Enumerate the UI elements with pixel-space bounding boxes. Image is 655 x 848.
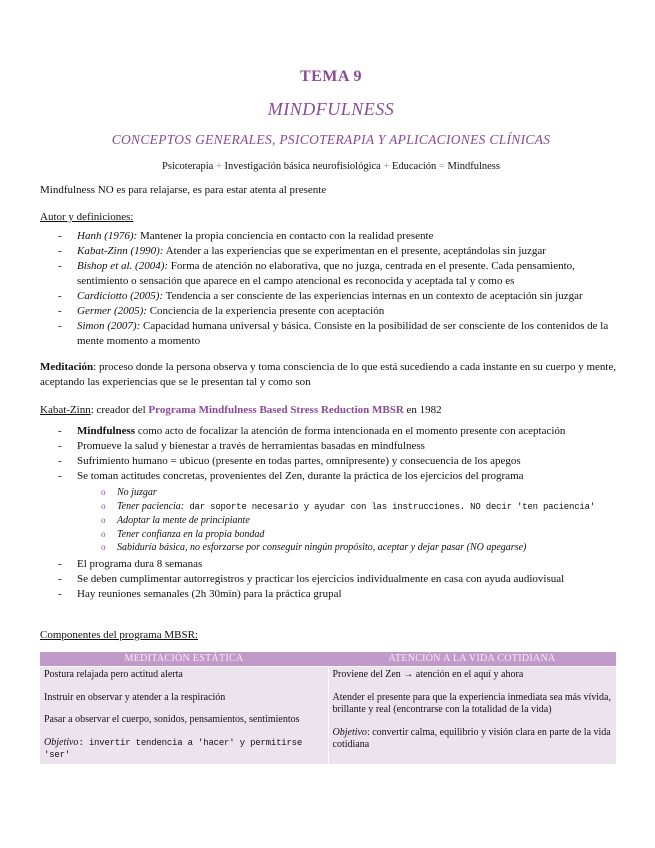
list-item bbox=[77, 229, 622, 244]
program-name: Programa Mindfulness Based Stress Reduction MBSR bbox=[148, 404, 404, 416]
objective-text: : invertir tendencia a 'hacer' y permitirse 'ser' bbox=[44, 737, 303, 760]
col-header-daily-attention: ATENCIÓN A LA VIDA COTIDIANA bbox=[328, 652, 616, 667]
attitude-item: o Adoptar la mente de principiante bbox=[117, 514, 622, 528]
attitude-item: o Tener confianza en la propia bondad bbox=[117, 528, 622, 542]
objective-text: : convertir calma, equilibrio y visión clara en parte de la vida cotidiana bbox=[332, 726, 611, 750]
list-item bbox=[77, 469, 622, 555]
item-bold: Mindfulness bbox=[77, 425, 136, 437]
meditacion-definition: : proceso donde la persona observa y toma consciencia de lo que está sucediendo a cada instante en su cuerpo y mente, aceptando las experiencias que se le presentan tal y como son bbox=[40, 361, 617, 388]
table-cell-right bbox=[328, 667, 616, 764]
author-name: Simon (2007): bbox=[77, 320, 141, 332]
mbsr-components-table bbox=[40, 652, 616, 764]
author-definition: Atender a las experiencias que se experimentan en el presente, aceptándolas sin juzgar bbox=[163, 245, 546, 257]
authors-heading: Autor y definiciones: bbox=[40, 211, 134, 223]
item-text: Promueve la salud y bienestar a través de herramientas basadas en mindfulness bbox=[77, 440, 425, 452]
formula-term: Psicoterapia bbox=[162, 161, 214, 172]
list-item bbox=[77, 304, 622, 319]
list-item: - Hay reuniones semanales (2h 30min) para la práctica grupal bbox=[77, 587, 622, 602]
page-title: MINDFULNESS bbox=[267, 99, 395, 119]
objective-label: Objetivo bbox=[44, 736, 79, 748]
list-item bbox=[77, 259, 622, 289]
meditacion-term: Meditación bbox=[40, 361, 94, 373]
list-item bbox=[77, 424, 622, 439]
attitudes-list bbox=[77, 486, 622, 555]
table-heading: Componentes del programa MBSR: bbox=[40, 628, 198, 641]
list-item: - El programa dura 8 semanas bbox=[77, 557, 622, 572]
table-row bbox=[40, 667, 616, 764]
formula-term: Educación bbox=[391, 161, 437, 172]
author-name: Hanh (1976): bbox=[77, 230, 138, 242]
kabat-name: Kabat-Zinn bbox=[40, 404, 91, 416]
attitude-item bbox=[117, 500, 622, 515]
author-name: Cardiciotto (2005): bbox=[77, 290, 164, 302]
item-text: Se toman actitudes concretas, provenientes del Zen, durante la práctica de los ejercicios del programa bbox=[77, 470, 524, 482]
page-subtitle: CONCEPTOS GENERALES, PSICOTERAPIA Y APLICACIONES CLÍNICAS bbox=[111, 132, 551, 147]
formula-line bbox=[40, 159, 622, 174]
attitude-label: Tener paciencia: bbox=[117, 500, 185, 512]
author-name: Germer (2005): bbox=[77, 305, 147, 317]
item-text: como acto de focalizar la atención de forma intencionada en el momento presente con aceptación bbox=[135, 425, 566, 437]
table-header-row bbox=[40, 652, 616, 667]
kabat-post: en 1982 bbox=[403, 404, 442, 416]
cell-objective bbox=[333, 727, 613, 752]
cell-objective bbox=[44, 737, 324, 762]
attitude-item: o Sabiduría básica, no esforzarse por conseguir ningún propósito, aceptar y dejar pasar (NO apegarse) bbox=[117, 541, 622, 555]
attitude-item: o No juzgar bbox=[117, 486, 622, 500]
list-item bbox=[77, 244, 622, 259]
cell-text: Postura relajada pero actitud alerta bbox=[44, 669, 183, 680]
author-definition: Conciencia de la experiencia presente con aceptación bbox=[146, 305, 385, 317]
objective-label: Objetivo bbox=[332, 726, 367, 738]
cell-text: Atender el presente para que la experiencia inmediata sea más vívida, brillante y real (encontrarse con la totalidad de la vida) bbox=[332, 691, 611, 715]
program-list bbox=[40, 424, 622, 602]
author-definition: Mantener la propia conciencia en contacto con la realidad presente bbox=[137, 230, 434, 242]
col-header-static-meditation: MEDITACIÓN ESTÁTICA bbox=[40, 652, 328, 667]
formula-operator: + bbox=[383, 161, 390, 172]
list-item bbox=[77, 439, 622, 454]
cell-text: Instruir en observar y atender a la respiración bbox=[44, 691, 226, 703]
kabat-paragraph bbox=[40, 403, 622, 418]
intro-text: Mindfulness NO es para relajarse, es para estar atenta al presente bbox=[40, 184, 327, 196]
kabat-pre: : creador del bbox=[90, 404, 149, 416]
list-item bbox=[77, 289, 622, 304]
author-name: Kabat-Zinn (1990): bbox=[77, 245, 164, 257]
meditacion-paragraph bbox=[40, 360, 622, 390]
list-item bbox=[77, 454, 622, 469]
author-definition: Capacidad humana universal y básica. Consiste en la posibilidad de ser consciente de los contenidos de la mente momento a momento bbox=[77, 320, 609, 347]
authors-list bbox=[40, 229, 622, 349]
attitude-text: dar soporte necesario y ayudar con las instrucciones. NO decir 'ten paciencia' bbox=[184, 501, 595, 512]
author-name: Bishop et al. (2004): bbox=[77, 260, 169, 272]
document-page bbox=[40, 66, 622, 764]
author-definition: Forma de atención no elaborativa, que no juzga, centrada en el presente. Cada pensamiento, sentimiento o sensación que aparece en el campo atencional es reconocida y aceptada tal y como es bbox=[77, 260, 575, 287]
cell-text: Proviene del Zen → atención en el aquí y ahora bbox=[332, 669, 524, 680]
cell-text: Pasar a observar el cuerpo, sonidos, pensamientos, sentimientos bbox=[44, 714, 300, 725]
list-item bbox=[77, 319, 622, 349]
author-definition: Tendencia a ser consciente de las experiencias internas en un contexto de aceptación sin juzgar bbox=[163, 290, 583, 302]
item-text: Sufrimiento humano = ubicuo (presente en todas partes, omnipresente) y consecuencia de los apegos bbox=[77, 455, 521, 467]
formula-operator: = bbox=[438, 161, 445, 172]
formula-operator: + bbox=[215, 161, 222, 172]
tema-title: TEMA 9 bbox=[299, 68, 363, 85]
list-item: - Se deben cumplimentar autorregistros y practicar los ejercicios individualmente en casa con ayuda audiovisual bbox=[77, 572, 622, 587]
table-cell-left bbox=[40, 667, 328, 764]
formula-term: Mindfulness bbox=[447, 161, 500, 172]
formula-term: Investigación básica neurofisiológica bbox=[224, 161, 381, 172]
